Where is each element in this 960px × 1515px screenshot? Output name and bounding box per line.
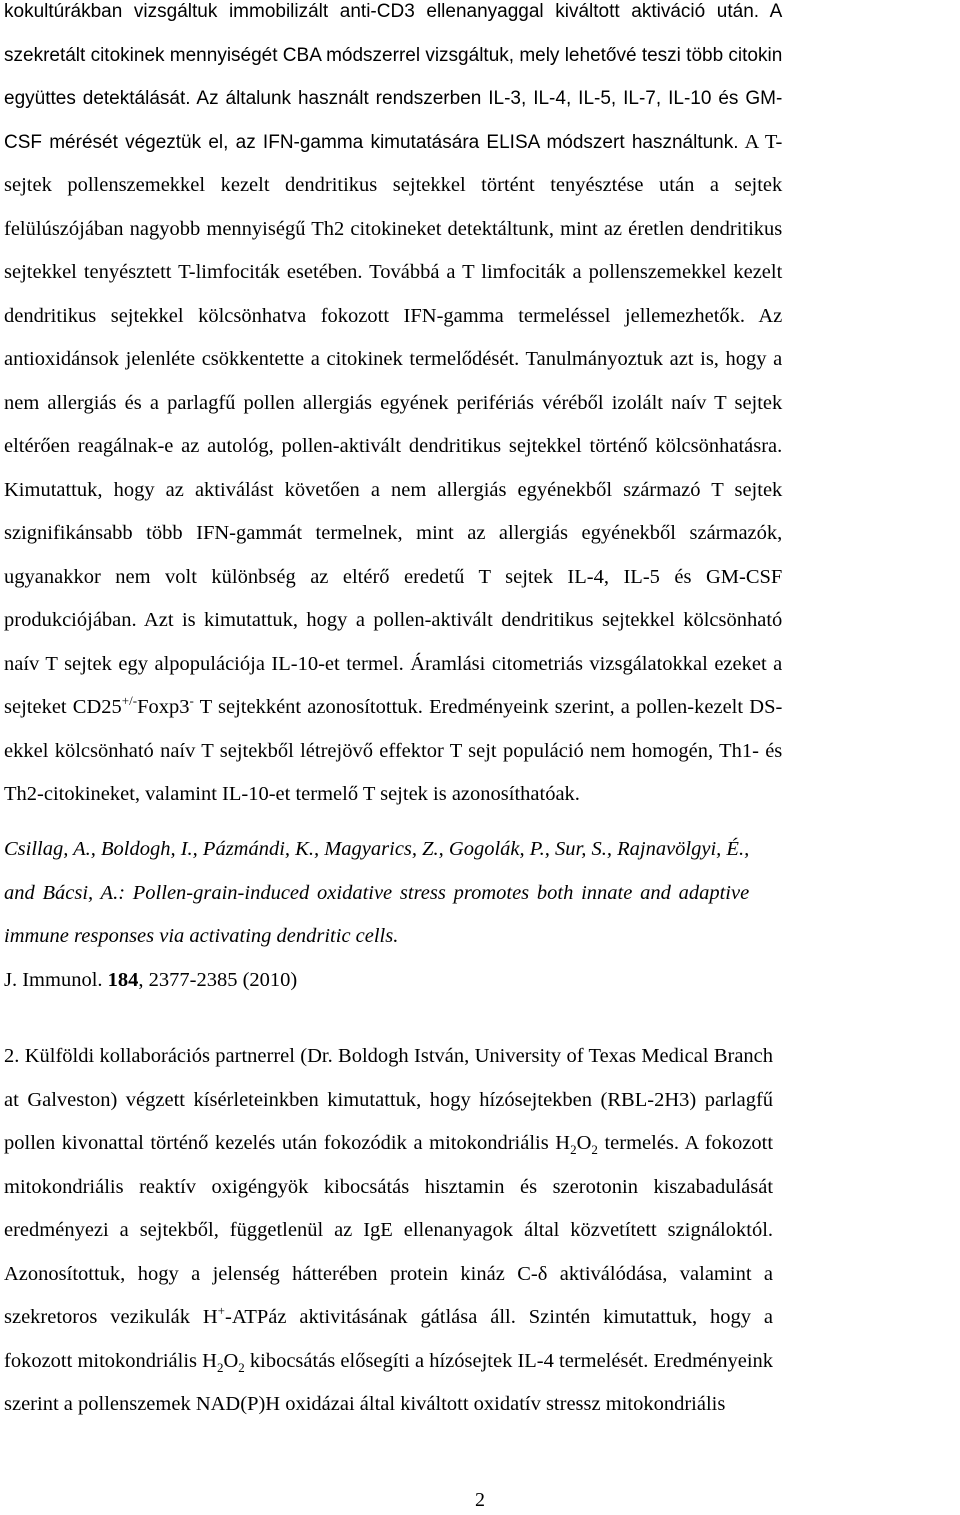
text-line: kokultúrákban vizsgáltuk immobilizált anti-CD3 ellenanyaggal kiváltott aktiváció után. A <box>4 1 783 22</box>
text-run: fokozott mitokondriális H <box>4 1349 217 1372</box>
text-run: -ATPáz aktivitásának gátlása áll. Szintén kimutattuk, hogy a <box>225 1306 774 1328</box>
text-line <box>4 686 782 730</box>
text-line <box>4 1340 773 1384</box>
text-line <box>4 121 782 165</box>
text-run: T sejtekként azonosítottuk. Eredményeink szerint, a pollen-kezelt DS- <box>193 696 783 718</box>
text-run: termelés. A fokozott <box>597 1132 774 1154</box>
text-line: eltérően reagálnak-e az autológ, pollen-aktivált dendritikus sejtekkel történő kölcsönhatásra. <box>4 435 783 457</box>
superscript: - <box>189 693 194 709</box>
paragraph-1 <box>4 0 782 817</box>
text-run: A T- <box>738 130 783 153</box>
text-line: szekretált citokinek mennyiségét CBA módszerrel vizsgáltuk, mely lehetővé teszi több citokin <box>4 44 783 66</box>
text-line <box>4 1122 773 1166</box>
page-number: 2 <box>475 1489 485 1511</box>
subscript: 2 <box>238 1359 245 1375</box>
subscript: 2 <box>591 1142 598 1158</box>
text-line: ekkel kölcsönható naív T sejtekből létrejövő effektor T sejt populáció nem homogén, Th1- és <box>4 739 783 762</box>
text-line: felülúszójában nagyobb mennyiségű Th2 citokineket detektáltunk, mint az éretlen dendritikus <box>4 217 783 240</box>
citation <box>4 828 749 1002</box>
citation-authors-end: and Bácsi, A. <box>4 881 119 904</box>
citation-line <box>4 872 749 916</box>
citation-journal: J. Immunol. <box>4 968 103 991</box>
text-line: Kimutattuk, hogy az aktiválást követően a nem allergiás egyénekből származó T sejtek <box>4 478 783 501</box>
citation-volume: 184 <box>107 968 139 991</box>
citation-pages-year: , 2377-2385 (2010) <box>138 968 298 991</box>
text-line: dendritikus sejtekkel kölcsönhatva fokozott IFN-gamma termeléssel jellemezhetők. Az <box>4 304 783 327</box>
subscript: 2 <box>216 1359 224 1375</box>
text-line: produkciójában. Azt is kimutattuk, hogy a pollen-aktivált dendritikus sejtekkel kölcsönható <box>4 609 783 631</box>
citation-title-end: immune responses via activating dendritic cells. <box>4 925 399 947</box>
paragraph-2 <box>4 1035 773 1427</box>
superscript: +/- <box>121 693 138 709</box>
text-line: Th2-citokineket, valamint IL-10-et termelő T sejtek is azonosíthatóak. <box>4 783 580 805</box>
text-line: 2. Külföldi kollaborációs partnerrel (Dr. Boldogh István, University of Texas Medical Branch <box>4 1045 774 1067</box>
citation-authors: Csillag, A., Boldogh, I., Pázmándi, K., Magyarics, Z., Gogolák, P., Sur, S., Rajnavölgyi, É., <box>4 838 750 860</box>
text-line: at Galveston) végzett kísérleteinkben kimutattuk, hogy hízósejtekben (RBL-2H3) parlagfű <box>4 1088 774 1111</box>
text-line: eredményezi a sejtekből, függetlenül az IgE ellenanyagok által közvetített szignáloktól. <box>4 1219 774 1241</box>
superscript: + <box>217 1303 225 1319</box>
text-run: sejteket CD25 <box>4 696 122 718</box>
text-line: antioxidánsok jelenléte csökkentette a citokinek termelődését. Tanulmányoztuk azt is, hogy a <box>4 348 783 370</box>
subscript: 2 <box>570 1142 577 1158</box>
citation-title: : Pollen-grain-induced oxidative stress promotes both innate and adaptive <box>118 881 750 904</box>
text-run: CSF mérését végeztük el, az IFN-gamma kimutatására ELISA módszert használtunk. <box>4 131 739 153</box>
text-run: Foxp3 <box>137 696 190 718</box>
text-run: kibocsátás elősegíti a hízósejtek IL-4 termelését. Eredményeink <box>244 1349 774 1372</box>
text-line <box>4 1296 773 1340</box>
text-line: ugyanakkor nem volt különbség az eltérő eredetű T sejtek IL-4, IL-5 és GM-CSF <box>4 565 783 588</box>
text-line: szerint a pollenszemek NAD(P)H oxidázai által kiváltott oxidatív stressz mitokondriális <box>4 1393 726 1415</box>
text-line: sejtekkel tenyésztett T-limfociták esetében. Továbbá a T limfociták a pollenszemekkel kezelt <box>4 261 783 283</box>
text-line: sejtek pollenszemekkel kezelt dendritikus sejtekkel történt tenyésztése után a sejtek <box>4 174 783 196</box>
text-line: mitokondriális reaktív oxigéngyök kibocsátás hisztamin és szerotonin kiszabadulását <box>4 1175 774 1198</box>
text-line: szignifikánsabb több IFN-gammát termelnek, mint az allergiás egyénekből származók, <box>4 522 783 544</box>
text-line: naív T sejtek egy alpopulációja IL-10-et termel. Áramlási citometriás vizsgálatokkal ezeket a <box>4 652 783 675</box>
text-run: pollen kivonattal történő kezelés után fokozódik a mitokondriális H <box>4 1132 571 1154</box>
text-line: együttes detektálását. Az általunk használt rendszerben IL-3, IL-4, IL-5, IL-7, IL-10 és GM- <box>4 88 783 109</box>
text-line: Azonosítottuk, hogy a jelenség hátterében protein kináz C-δ aktiválódása, valamint a <box>4 1262 774 1285</box>
text-line: nem allergiás és a parlagfű pollen allergiás egyének perifériás véréből izolált naív T sejtek <box>4 391 783 414</box>
citation-journal-line <box>4 959 749 1003</box>
text-run: szekretoros vezikulák H <box>4 1306 218 1328</box>
text-run: O <box>223 1349 239 1372</box>
text-run: O <box>576 1132 592 1154</box>
